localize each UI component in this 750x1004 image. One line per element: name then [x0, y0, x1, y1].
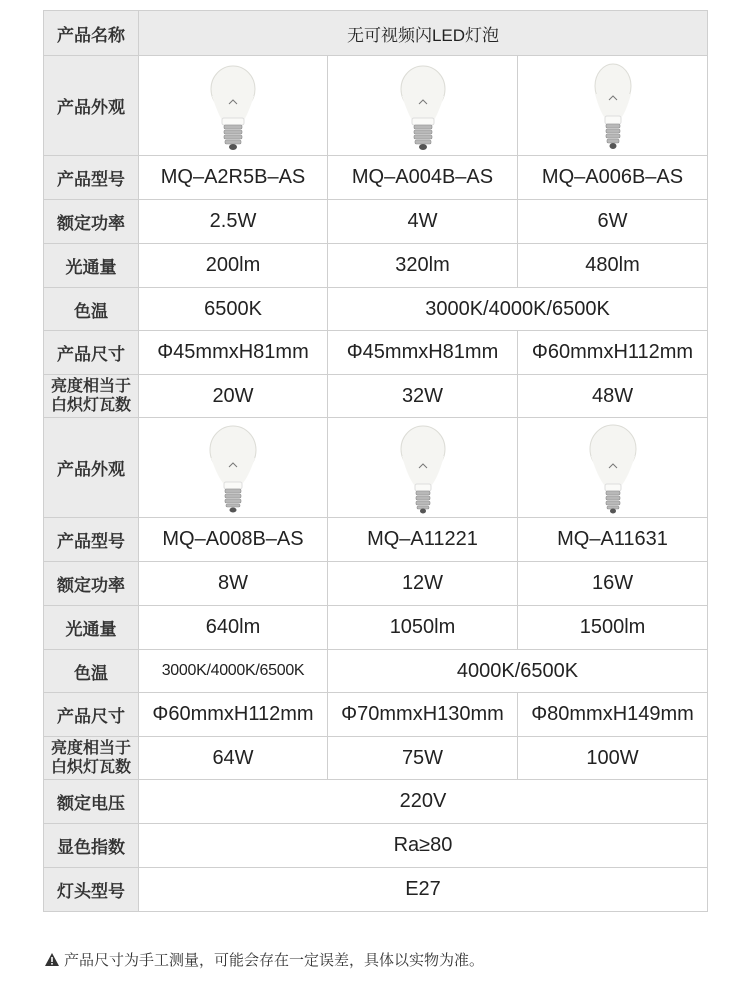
model-cell: MQ–A2R5B–AS: [139, 156, 328, 200]
equivalent-cell: 64W: [139, 737, 328, 780]
base-value: E27: [139, 868, 708, 912]
bulb-icon: [198, 60, 268, 152]
label-cri: 显色指数: [44, 824, 139, 868]
label-model: 产品型号: [44, 518, 139, 562]
row-cri: [44, 824, 708, 868]
row-product-name: [44, 11, 708, 56]
row-size: [44, 693, 708, 737]
model-cell: MQ–A11631: [518, 518, 708, 562]
label-equivalent: [44, 375, 139, 418]
bulb-icon: [198, 422, 268, 514]
cct-cell: 6500K: [139, 288, 328, 331]
label-cct: 色温: [44, 650, 139, 693]
flux-cell: 1500lm: [518, 606, 708, 650]
row-equivalent: [44, 375, 708, 418]
row-model: [44, 156, 708, 200]
power-cell: 6W: [518, 200, 708, 244]
row-equivalent: [44, 737, 708, 780]
row-power: [44, 200, 708, 244]
size-cell: Φ45mmxH81mm: [328, 331, 518, 375]
label-voltage: 额定电压: [44, 780, 139, 824]
label-equivalent-line2: 白炽灯瓦数: [50, 397, 131, 414]
row-cct: [44, 650, 708, 693]
row-appearance: [44, 56, 708, 156]
label-appearance: 产品外观: [44, 418, 139, 518]
product-name: 无可视频闪LED灯泡: [139, 11, 708, 56]
size-cell: Φ70mmxH130mm: [328, 693, 518, 737]
equivalent-cell: 75W: [328, 737, 518, 780]
row-voltage: [44, 780, 708, 824]
bulb-icon: [388, 422, 458, 514]
power-cell: 8W: [139, 562, 328, 606]
equivalent-cell: 100W: [518, 737, 708, 780]
bulb-icon: [388, 60, 458, 152]
equivalent-cell: 20W: [139, 375, 328, 418]
appearance-cell: [328, 56, 518, 156]
model-cell: MQ–A004B–AS: [328, 156, 518, 200]
cct-cell: 3000K/4000K/6500K: [139, 650, 328, 693]
size-cell: Φ80mmxH149mm: [518, 693, 708, 737]
footnote: [44, 949, 484, 970]
row-flux: [44, 244, 708, 288]
label-power: 额定功率: [44, 200, 139, 244]
label-flux: 光通量: [44, 606, 139, 650]
label-equivalent-line1: 亮度相当于: [50, 740, 131, 757]
label-equivalent: [44, 737, 139, 780]
label-base: 灯头型号: [44, 868, 139, 912]
power-cell: 12W: [328, 562, 518, 606]
row-size: [44, 331, 708, 375]
bulb-icon: [578, 60, 648, 152]
size-cell: Φ45mmxH81mm: [139, 331, 328, 375]
label-cct: 色温: [44, 288, 139, 331]
size-cell: Φ60mmxH112mm: [139, 693, 328, 737]
spec-table: [43, 10, 708, 912]
voltage-value: 220V: [139, 780, 708, 824]
label-power: 额定功率: [44, 562, 139, 606]
label-model: 产品型号: [44, 156, 139, 200]
flux-cell: 640lm: [139, 606, 328, 650]
label-equivalent-line1: 亮度相当于: [50, 378, 131, 395]
row-appearance: [44, 418, 708, 518]
appearance-cell: [328, 418, 518, 518]
row-cct: [44, 288, 708, 331]
cri-value: Ra≥80: [139, 824, 708, 868]
row-base: [44, 868, 708, 912]
label-flux: 光通量: [44, 244, 139, 288]
label-equivalent-line2: 白炽灯瓦数: [50, 759, 131, 776]
label-size: 产品尺寸: [44, 693, 139, 737]
label-size: 产品尺寸: [44, 331, 139, 375]
power-cell: 16W: [518, 562, 708, 606]
appearance-cell: [518, 418, 708, 518]
cct-merged-cell: 3000K/4000K/6500K: [328, 288, 708, 331]
row-model: [44, 518, 708, 562]
flux-cell: 320lm: [328, 244, 518, 288]
model-cell: MQ–A006B–AS: [518, 156, 708, 200]
power-cell: 4W: [328, 200, 518, 244]
model-cell: MQ–A11221: [328, 518, 518, 562]
flux-cell: 200lm: [139, 244, 328, 288]
warning-icon: [44, 952, 60, 967]
appearance-cell: [139, 418, 328, 518]
cct-merged-cell: 4000K/6500K: [328, 650, 708, 693]
flux-cell: 480lm: [518, 244, 708, 288]
label-appearance: 产品外观: [44, 56, 139, 156]
size-cell: Φ60mmxH112mm: [518, 331, 708, 375]
appearance-cell: [518, 56, 708, 156]
flux-cell: 1050lm: [328, 606, 518, 650]
label-product-name: 产品名称: [44, 11, 139, 56]
equivalent-cell: 32W: [328, 375, 518, 418]
appearance-cell: [139, 56, 328, 156]
bulb-icon: [578, 422, 648, 514]
row-flux: [44, 606, 708, 650]
footnote-text: 产品尺寸为手工测量，可能会存在一定误差，具体以实物为准。: [64, 952, 485, 969]
row-power: [44, 562, 708, 606]
model-cell: MQ–A008B–AS: [139, 518, 328, 562]
power-cell: 2.5W: [139, 200, 328, 244]
equivalent-cell: 48W: [518, 375, 708, 418]
